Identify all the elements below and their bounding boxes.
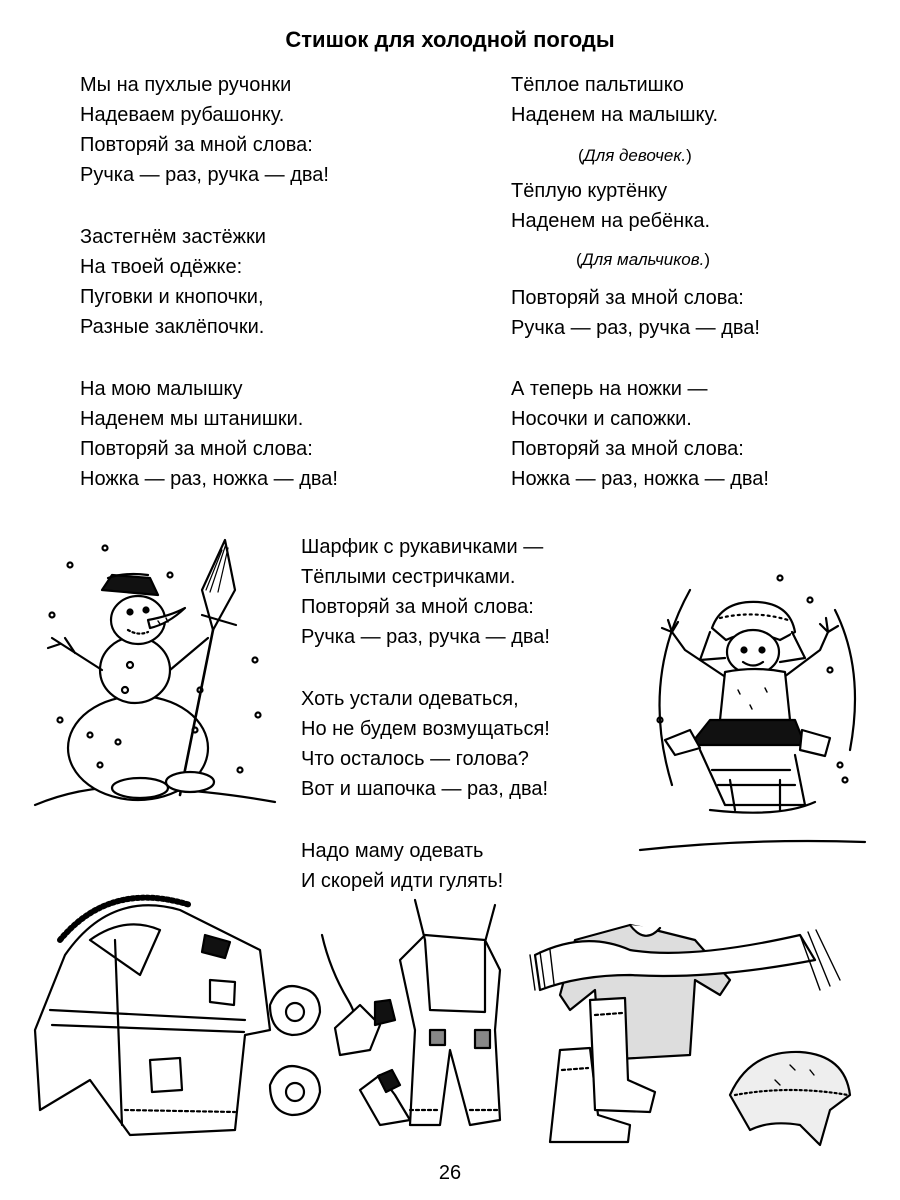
note-for-boys: (Для мальчиков.) xyxy=(576,250,710,269)
left-stanza-3 xyxy=(80,374,338,494)
winter-jacket xyxy=(35,898,270,1135)
note-text: Для мальчиков. xyxy=(581,250,705,269)
left-stanza-1 xyxy=(80,70,329,190)
poem-line: Надеваем рубашонку. xyxy=(80,104,285,126)
poem-line: Но не будем возмущаться! xyxy=(301,718,550,740)
poem-line: Наденем на ребёнка. xyxy=(511,210,711,232)
right-stanza-2 xyxy=(511,176,710,236)
snowman-illustration xyxy=(30,520,280,820)
note-text: Для девочек. xyxy=(583,146,687,165)
poem-line: Тёплое пальтишко xyxy=(511,74,684,96)
poem-line: На мою малышку xyxy=(80,378,243,400)
right-stanza-3 xyxy=(511,283,760,343)
poem-line: Пуговки и кнопочки, xyxy=(80,286,264,308)
child-on-sled-illustration xyxy=(630,570,870,870)
poem-line: А теперь на ножки — xyxy=(511,378,708,400)
center-stanza-2 xyxy=(301,684,550,804)
page-number: 26 xyxy=(438,1162,462,1184)
poem-line: Повторяй за мной слова: xyxy=(80,134,313,156)
poem-line: Повторяй за мной слова: xyxy=(80,438,313,460)
poem-line: Повторяй за мной слова: xyxy=(511,287,744,309)
poem-line: Тёплую куртёнку xyxy=(511,180,668,202)
overalls xyxy=(400,900,500,1125)
poem-line: Ручка — раз, ручка — два! xyxy=(80,164,329,186)
poem-line: И скорей идти гулять! xyxy=(301,870,504,892)
poem-line: Ручка — раз, ручка — два! xyxy=(301,626,550,648)
poem-line: Ножка — раз, ножка — два! xyxy=(80,468,338,490)
poem-line: Разные заклёпочки. xyxy=(80,316,265,338)
poem-line: Повторяй за мной слова: xyxy=(511,438,744,460)
center-stanza-1 xyxy=(301,532,550,652)
socks xyxy=(335,1000,410,1125)
poem-line: Хоть устали одеваться, xyxy=(301,688,519,710)
poem-line: Ручка — раз, ручка — два! xyxy=(511,317,760,339)
poem-line: Наденем на малышку. xyxy=(511,104,719,126)
poem-line: Носочки и сапожки. xyxy=(511,408,692,430)
note-for-girls: (Для девочек.) xyxy=(578,146,692,165)
left-stanza-2 xyxy=(80,222,266,342)
page-title: Стишок для холодной погоды xyxy=(285,27,615,52)
poem-line: Наденем мы штанишки. xyxy=(80,408,304,430)
ear-flap-hat xyxy=(730,1052,850,1145)
right-stanza-4 xyxy=(511,374,769,494)
right-stanza-1 xyxy=(511,70,718,130)
poem-line: Застегнём застёжки xyxy=(80,226,266,248)
sweater-with-scarf xyxy=(530,925,840,1060)
clothes-illustration xyxy=(30,880,870,1150)
poem-line: Ножка — раз, ножка — два! xyxy=(511,468,769,490)
poem-line: Мы на пухлые ручонки xyxy=(80,74,292,96)
poem-line: Вот и шапочка — раз, два! xyxy=(301,778,549,800)
poem-line: Тёплыми сестричками. xyxy=(301,566,516,588)
poem-line: Повторяй за мной слова: xyxy=(301,596,534,618)
poem-line: Что осталось — голова? xyxy=(301,748,529,770)
poem-line: Надо маму одевать xyxy=(301,840,484,862)
poem-line: На твоей одёжке: xyxy=(80,256,243,278)
poem-line: Шарфик с рукавичками — xyxy=(301,536,544,558)
